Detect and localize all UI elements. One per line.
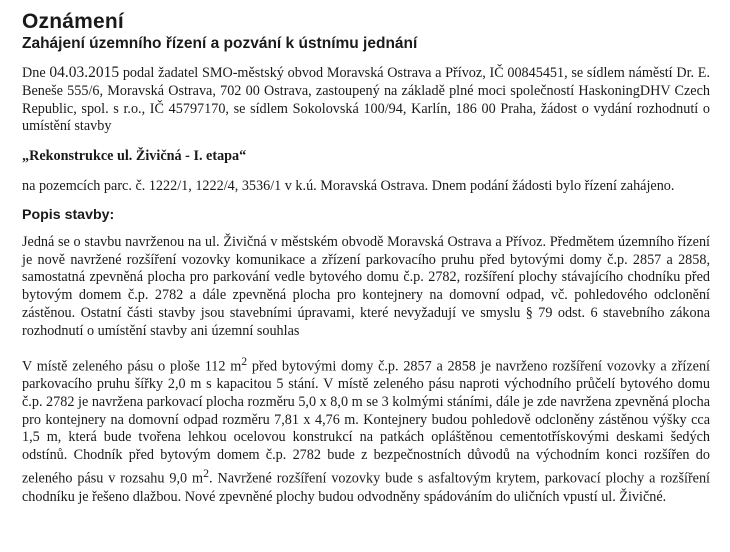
section-heading: Popis stavby:: [22, 206, 115, 223]
description-paragraph-1: Jedná se o stavbu navrženou na ul. Živičná v městském obvodě Moravská Ostrava a Přívoz. Předmětem územního řízení je nově navržené rozšíření vozovky komunikace a zřízení parkovacího pruhu před bytovými domy č.p. 2857 a 2858, samostatná zpevněná plocha pro parkování vedle bytového domu č.p. 2782, rozšíření plochy stávajícího chodníku před bytovým domem č.p. 2782 a dále zpevněná plocha pro kontejnery na domovní odpad, vč. pohledového odclonění zástěnou. Ostatní části stavby jsou stavebními úpravami, které nevyžadují ve smyslu § 79 odst. 6 stavebního zákona rozhodnutí o umístění stavby ani územní souhlas: [22, 233, 710, 339]
desc2-part2: před bytovými domy č.p. 2857 a 2858 je navrženo rozšíření vozovky a zřízení parkovacího pruhu šířky 2,0 m s kapacitou 5 stání. V místě zeleného pásu naproti východního průčelí bytového domu č.p. 2782 je navržena parkovací plocha rozměru 5,0 x 8,0 m se 3 kolmými stáními, dále je zde navržena zpevněná plocha pro kontejnery na domovní odpad rozměru 7,81 x 4,76 m. Kontejnery budou pohledově odcloněny zástěnou výšky cca 1,5 m, která bude tvořena lehkou ocelovou konstrukcí na patkách opláštěnou cementotřískovými deskami šedých odstínů. Chodník před bytovým domem č.p. 2782 bude z bezpečnostních důvodů na východním konci rozšířen do zeleného pásu v rozsahu 9,0 m: [22, 358, 711, 487]
project-name: „Rekonstrukce ul. Živičná - I. etapa“: [22, 148, 247, 165]
application-date: 04.03.2015: [49, 64, 120, 81]
description-paragraph-2: [22, 353, 710, 507]
desc2-part1: V místě zeleného pásu o ploše 112 m: [22, 358, 242, 375]
notice-title: Oznámení: [22, 10, 124, 33]
location-paragraph: na pozemcích parc. č. 1222/1, 1222/4, 3536/1 v k.ú. Moravská Ostrava. Dnem podání žádosti bylo řízení zahájeno.: [22, 177, 675, 194]
intro-after-date: podal žadatel SMO-městský obvod Moravská Ostrava a Přívoz, IČ 00845451, se sídlem náměstí Dr. E. Beneše 555/6, Moravská Ostrava, 702 00 Ostrava, zastoupený na základě plné moci společností HaskoningDHV Czech Republic, spol. s r.o., IČ 45797170, se sídlem Sokolovská 100/94, Karlín, 186 00 Praha, žádost o vydání rozhodnutí o umístění stavby: [22, 65, 710, 135]
desc2-part3: . Navržené rozšíření vozovky bude s asfaltovým krytem, parkovací plochy a rozšíření chodníku je řešeno dlažbou. Nové zpevněné plochy budou odvodněny spádováním do uličních vpustí ul. Živičné.: [22, 470, 710, 505]
superscript-2: 2: [203, 466, 209, 481]
intro-before-date: Dne: [22, 65, 50, 81]
intro-paragraph: [22, 64, 710, 136]
superscript-1: 2: [241, 353, 248, 368]
notice-subtitle: Zahájení územního řízení a pozvání k ústnímu jednání: [22, 35, 418, 52]
